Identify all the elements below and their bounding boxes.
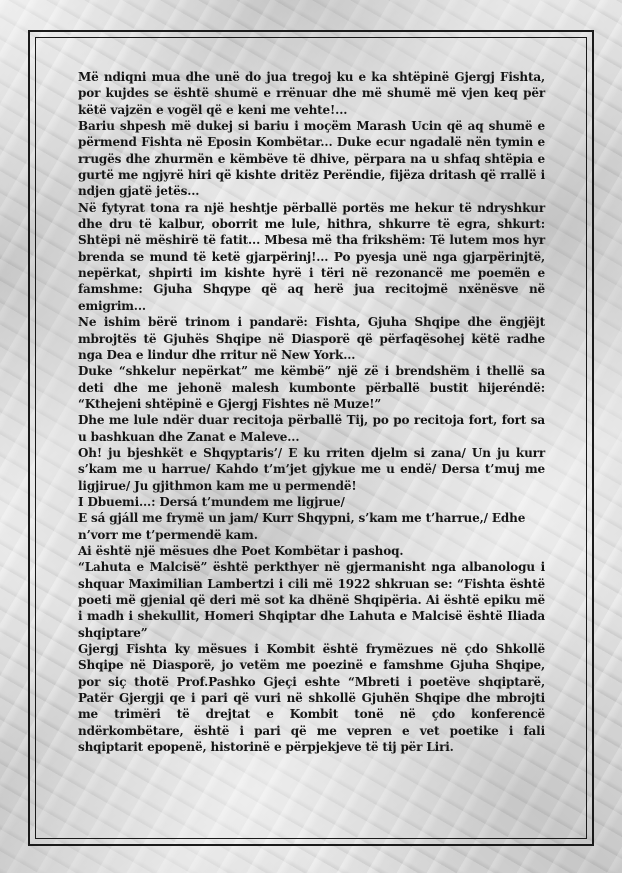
paragraph-fishta-house-intro: Më ndiqni mua dhe unë do jua tregoj ku e ka shtëpinë Gjergj Fishta, por kujdes se është shumë e rrënuar dhe më shumë më vjen keq për këtë vajzën e vogël që e keni me vehte!... [78, 70, 545, 117]
paragraph-teacher-of-nation: Gjergj Fishta ky mësues i Kombit është frymëzues në çdo Shkollë Shqipe në Diasporë, jo vetëm me poezinë e famshme Gjuha Shqipe, por siç thotë Prof.Pashko Gjeçi eshte “Mbreti i poetëve shqiptarë, Patër Gjergji qe i pari që vuri në shkollë Gjuhën Shqipe dhe mbrojti me trimëri të drejtat e Kombit tonë në çdo konferencë ndërkombëtare, është i pari që me vepren e vet poetike i fali shqiptarit epopenë, historinë e përpjekjeve të tij për Liri. [78, 642, 545, 755]
article-body [78, 69, 545, 755]
paragraph-trinom: Ne ishim bërë trinom i pandarë: Fishta, Gjuha Shqipe dhe ëngjëjt mbrojtës të Gjuhës Shqipe në Diasporë që përfaqësohej këtë radhe nga Dea e lindur dhe rritur në New York... [78, 315, 545, 362]
paragraph-inner-voice: Duke “shkelur nepërkat” me këmbë” një zë i brendshëm i thellë sa deti dhe me jehonë malesh kumbonte përballë bustit hijeréndë: “Kthejeni shtëpinë e Gjergj Fishtes në Muze!” [78, 364, 545, 411]
paragraph-poem-verse: Oh! ju bjeshkët e Shqyptaris’/ E ku rriten djelm si zana/ Un ju kurr s’kam me u harrue/ Kahdo t’m’jet gjykue me u endë/ Dersa t’muj me ligjirue/ Ju gjithmon kam me u permendë! [78, 445, 545, 493]
paragraph-poem-title-line: I Dbuemi...: Dersá t’mundem me ligjrue/ [78, 494, 345, 509]
paragraph-national-poet: Ai është një mësues dhe Poet Kombëtar i pashoq. [78, 543, 404, 558]
paragraph-poem-closing-verse: E sá gjáll me frymë un jam/ Kurr Shqypni, s’kam me t’harrue,/ Edhe n’vorr me t’permendë kam. [78, 511, 526, 542]
paragraph-recitation: Dhe me lule ndër duar recitoja përballë Tij, po po recitoja fort, fort sa u bashkuan dhe Zanat e Maleve... [78, 413, 545, 444]
paragraph-lahuta-translation: “Lahuta e Malcisë” është perkthyer në gjermanisht nga albanologu i shquar Maximilian Lambertzi i cili më 1922 shkruan se: “Fishta është poeti më gjenial që deri më sot ka dhënë Shqipëria. Ai është epiku më i madh i shekullit, Homeri Shqiptar dhe Lahuta e Malcisë është Iliada shqiptare” [78, 560, 545, 640]
paragraph-shepherd: Bariu shpesh më dukej si bariu i moçëm Marash Ucin që aq shumë e përmend Fishta në Eposin Kombëtar... Duke ecur ngadalë nën tymin e rrugës dhe zhurmën e këmbëve të dhive, përpara na u shfaq shtëpia e gurtë me ngjyrë hiri që kishte dritëz Perëndie, fijëza dritash që rrallë i ndjen gjatë jetës... [78, 119, 545, 199]
paragraph-silence-gate: Në fytyrat tona ra një heshtje përballë portës me hekur të ndryshkur dhe dru të kalbur, oborrit me lule, hithra, shkurre të egra, shkurt: Shtëpi në mëshirë të fatit... Mbesa më tha frikshëm: Të lutem mos hyr brenda se mund të ketë gjarpërinj!... Po pyesja unë nga gjarpërinjtë, nepërkat, shpirti im kishte hyrë i tëri në rezonancë me poemën e famshme: Gjuha Shqype që aq herë jua recitojmë nxënësve në emigrim... [78, 200, 545, 313]
